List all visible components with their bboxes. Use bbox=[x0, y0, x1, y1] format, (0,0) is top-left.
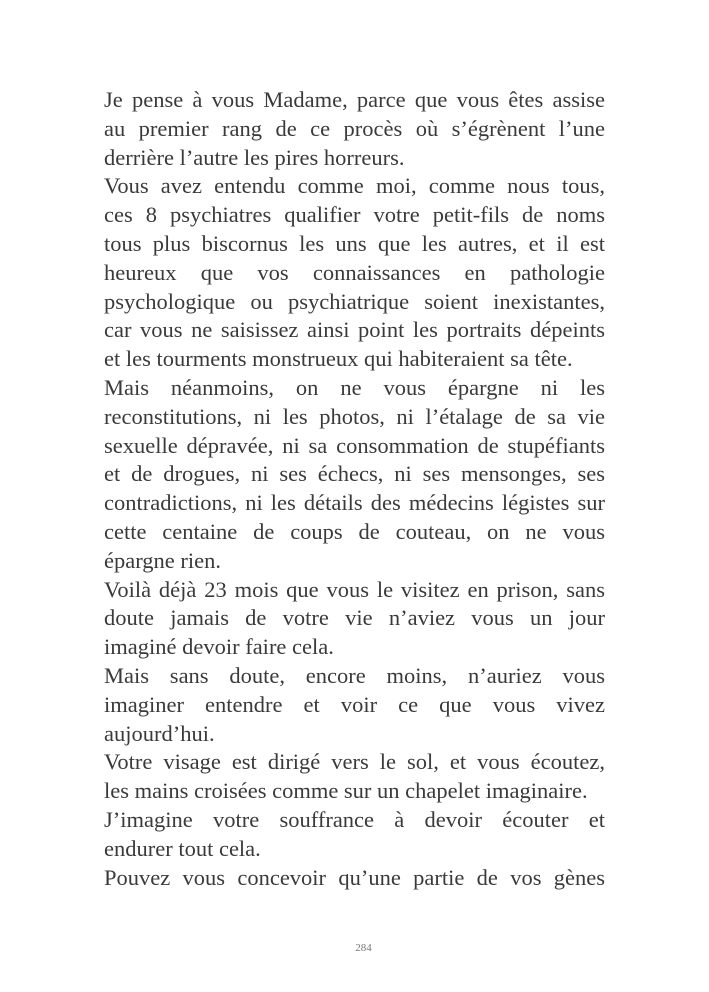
body-text bbox=[104, 86, 605, 892]
text-line: au premier rang de ce procès où s’égrènent l’une bbox=[104, 115, 605, 141]
text-line: Votre visage est dirigé vers le sol, et vous écoutez, bbox=[104, 749, 605, 775]
paragraph bbox=[104, 86, 605, 172]
text-line: Mais néanmoins, on ne vous épargne ni les bbox=[104, 374, 605, 400]
text-line: ces 8 psychiatres qualifier votre petit-fils de noms bbox=[104, 202, 605, 228]
paragraph bbox=[104, 806, 605, 864]
text-line: reconstitutions, ni les photos, ni l’étalage de sa vie bbox=[104, 403, 605, 429]
text-line: et les tourments monstrueux qui habiteraient sa tête. bbox=[104, 346, 573, 372]
page-number: 284 bbox=[355, 942, 372, 954]
text-line: imaginé devoir faire cela. bbox=[104, 634, 334, 660]
text-line: les mains croisées comme sur un chapelet imaginaire. bbox=[104, 778, 588, 804]
paragraph bbox=[104, 748, 605, 806]
text-line: doute jamais de votre vie n’aviez vous un jour bbox=[104, 605, 605, 631]
text-line: Pouvez vous concevoir qu’une partie de vos gènes bbox=[104, 864, 605, 890]
text-line: heureux que vos connaissances en pathologie bbox=[104, 259, 605, 285]
text-line: tous plus biscornus les uns que les autres, et il est bbox=[104, 230, 605, 256]
text-line: et de drogues, ni ses échecs, ni ses mensonges, ses bbox=[104, 461, 605, 487]
paragraph bbox=[104, 172, 605, 374]
text-line: imaginer entendre et voir ce que vous vivez bbox=[104, 691, 605, 717]
text-line: aujourd’hui. bbox=[104, 720, 215, 746]
text-line: contradictions, ni les détails des médecins légistes sur bbox=[104, 490, 605, 516]
text-line: J’imagine votre souffrance à devoir écouter et bbox=[104, 806, 605, 832]
paragraph bbox=[104, 576, 605, 662]
paragraph bbox=[104, 864, 605, 893]
text-line: car vous ne saisissez ainsi point les portraits dépeints bbox=[104, 317, 605, 343]
text-line: Vous avez entendu comme moi, comme nous tous, bbox=[104, 173, 605, 199]
text-line: psychologique ou psychiatrique soient inexistantes, bbox=[104, 288, 605, 314]
text-line: Mais sans doute, encore moins, n’auriez vous bbox=[104, 662, 605, 688]
text-line: derrière l’autre les pires horreurs. bbox=[104, 144, 405, 170]
text-line: Voilà déjà 23 mois que vous le visitez en prison, sans bbox=[104, 576, 605, 602]
text-line: cette centaine de coups de couteau, on ne vous bbox=[104, 518, 605, 544]
text-line: Je pense à vous Madame, parce que vous êtes assise bbox=[104, 87, 605, 112]
text-line: endurer tout cela. bbox=[104, 835, 261, 861]
text-line: épargne rien. bbox=[104, 547, 222, 573]
paragraph bbox=[104, 662, 605, 748]
text-line: sexuelle dépravée, ni sa consommation de stupéfiants bbox=[104, 432, 605, 458]
paragraph bbox=[104, 374, 605, 576]
